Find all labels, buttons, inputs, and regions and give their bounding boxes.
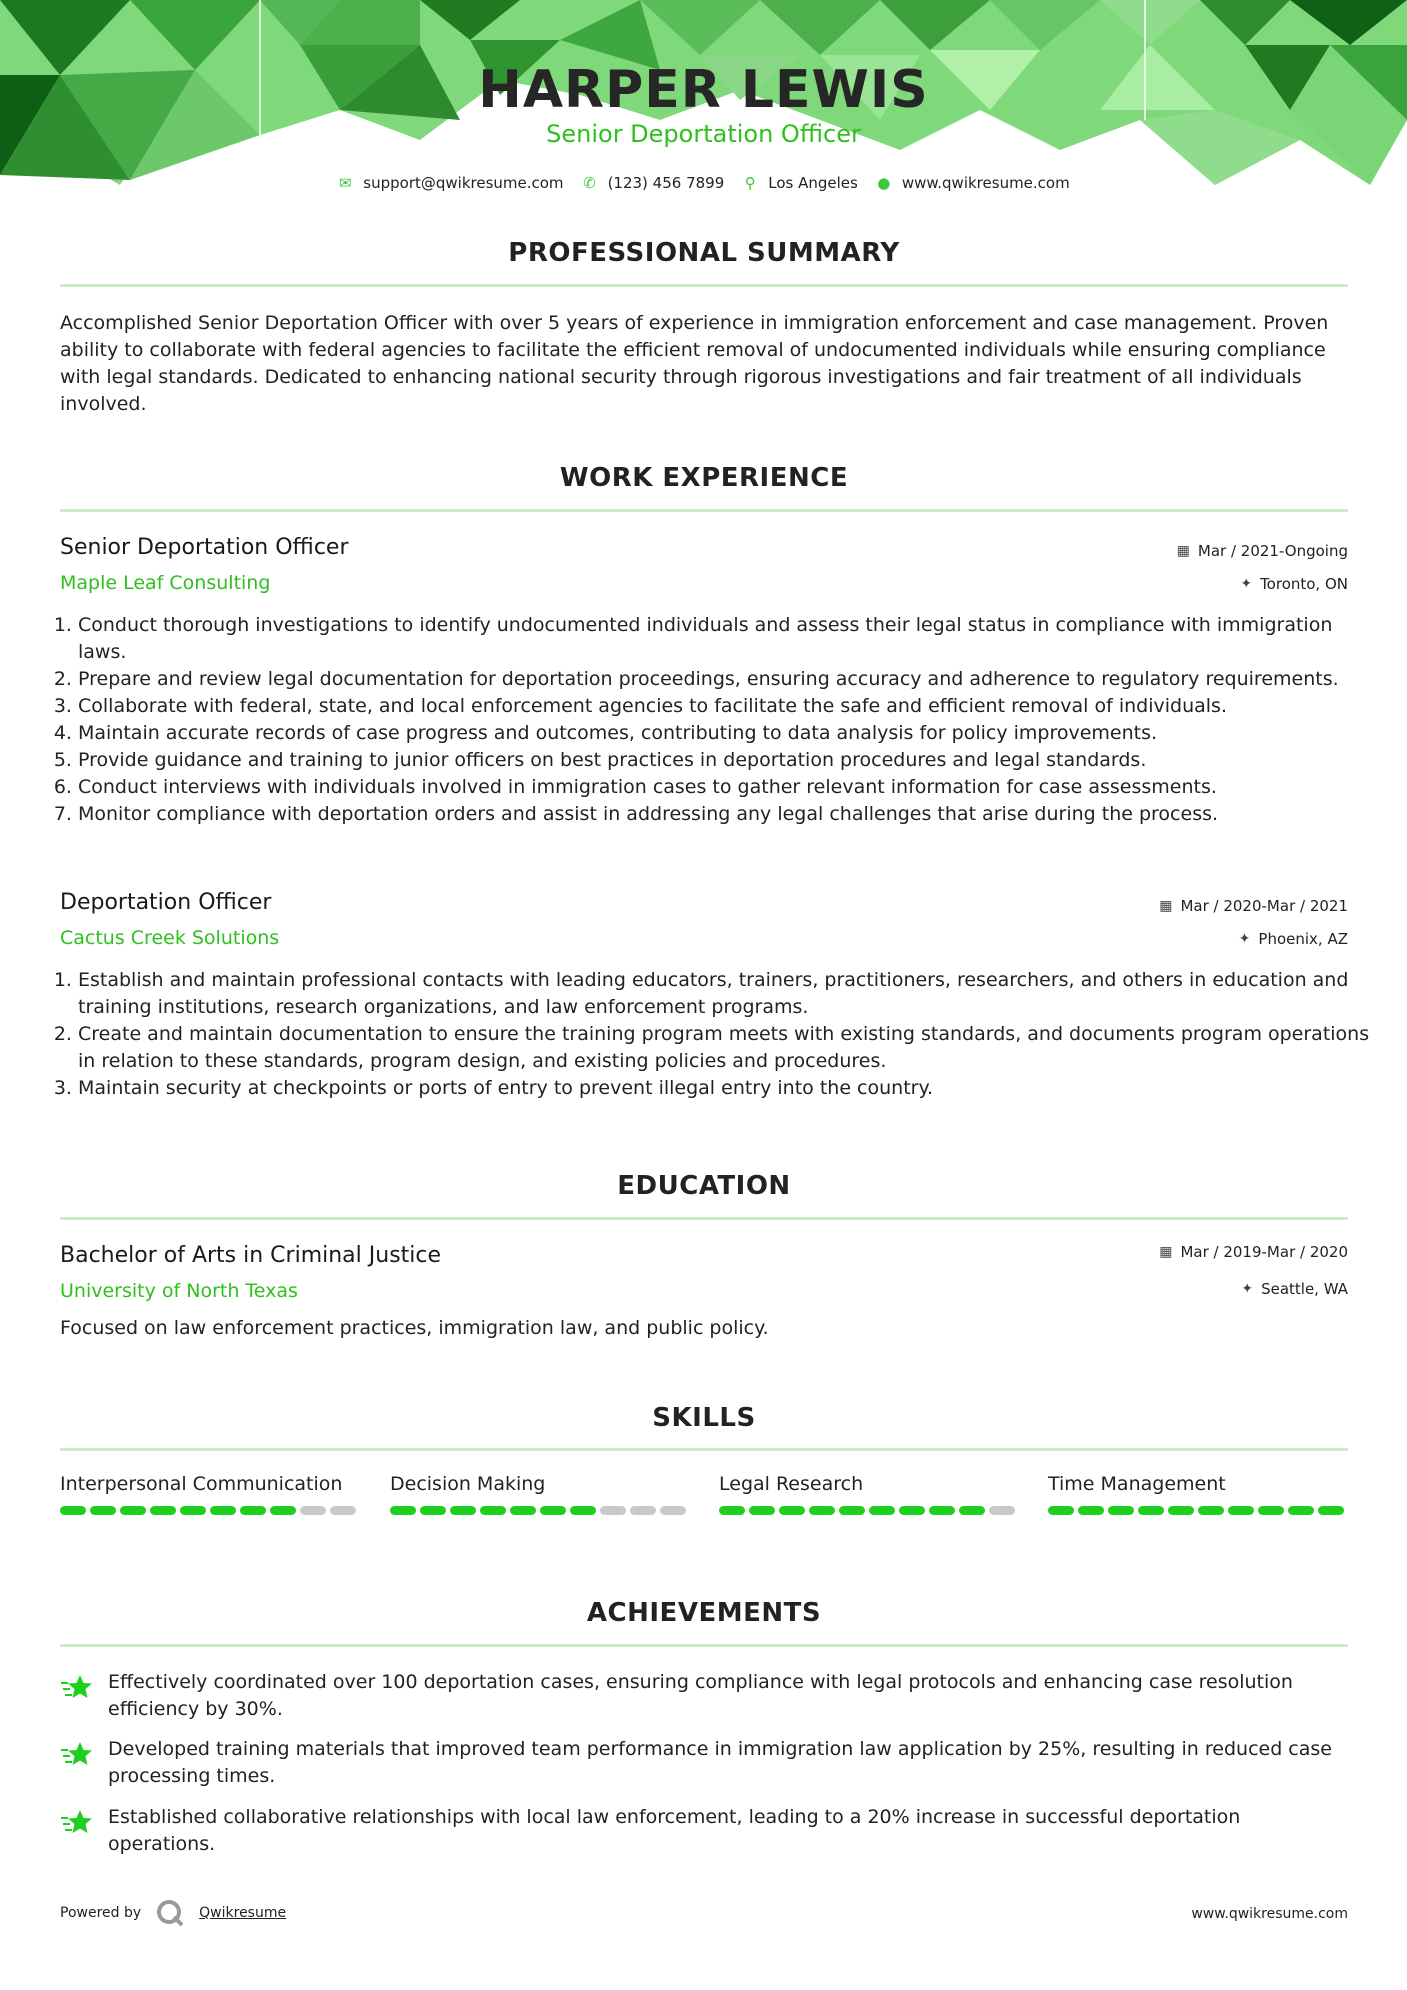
pin-icon: ✦ [1240, 576, 1253, 592]
skill-meter [60, 1506, 360, 1515]
achievements-heading: ACHIEVEMENTS [586, 1598, 822, 1628]
footer-brand-link[interactable]: Qwikresume [199, 1905, 287, 1921]
education-location-text: Seattle, WA [1261, 1280, 1348, 1298]
job-title: Senior Deportation Officer [60, 535, 349, 560]
summary-text: Accomplished Senior Deportation Officer with over 5 years of experience in immigration enforcement and case management. Proven ability to collaborate with federal agencies to facilitate the efficient removal of undocumented individuals while ensuring compliance with legal standards. Dedicated to enhancing national security through rigorous investigations and fair treatment of all individuals involved. [60, 312, 1329, 415]
skill-segment-filled [510, 1506, 536, 1515]
skill-item [390, 1471, 690, 1515]
skill-segment-filled [719, 1506, 745, 1515]
skill-segment-filled [240, 1506, 266, 1515]
skill-segment-filled [1258, 1506, 1284, 1515]
calendar-icon: ▦ [1176, 543, 1190, 559]
skill-segment-empty [989, 1506, 1015, 1515]
list-item: 2. Create and maintain documentation to ensure the training program meets with existing standards, and documents program operations in relation to these standards, program design, and existing policies and procedures. [78, 1021, 1378, 1075]
skill-meter [390, 1506, 690, 1515]
skill-segment-filled [120, 1506, 146, 1515]
skill-segment-filled [1078, 1506, 1104, 1515]
skill-segment-filled [390, 1506, 416, 1515]
summary-rule [60, 284, 1348, 287]
contact-website-text: www.qwikresume.com [901, 174, 1070, 192]
skill-name: Decision Making [390, 1473, 546, 1495]
globe-icon: ● [877, 174, 891, 192]
achievement-item [60, 1669, 1350, 1723]
education-dates [1159, 1243, 1348, 1261]
skill-segment-filled [210, 1506, 236, 1515]
contact-website[interactable] [876, 174, 1070, 192]
candidate-role: Senior Deportation Officer [546, 120, 861, 148]
skill-segment-filled [1168, 1506, 1194, 1515]
job-location-text: Phoenix, AZ [1258, 930, 1348, 948]
education-dates-text: Mar / 2019-Mar / 2020 [1180, 1243, 1348, 1261]
skill-name: Legal Research [719, 1473, 864, 1495]
skill-segment-filled [749, 1506, 775, 1515]
skill-segment-filled [869, 1506, 895, 1515]
contact-phone[interactable] [582, 174, 725, 192]
skill-item [719, 1471, 1019, 1515]
skill-segment-filled [60, 1506, 86, 1515]
contact-row [0, 174, 1407, 192]
job-company: Cactus Creek Solutions [60, 927, 280, 949]
achievements-rule [60, 1644, 1348, 1647]
achievement-text: Established collaborative relationships with local law enforcement, leading to a 20% increase in successful deportation operations. [108, 1806, 1241, 1855]
skill-segment-filled [959, 1506, 985, 1515]
skill-segment-filled [929, 1506, 955, 1515]
education-rule [60, 1217, 1348, 1220]
job-dates [1177, 542, 1348, 560]
contact-location [742, 174, 858, 192]
contact-location-text: Los Angeles [768, 174, 858, 192]
achievement-text: Effectively coordinated over 100 deportation cases, ensuring compliance with legal protocols and enhancing case resolution efficiency by 30%. [108, 1671, 1293, 1720]
contact-email-text: support@qwikresume.com [363, 174, 564, 192]
job-dates-text: Mar / 2020-Mar / 2021 [1180, 897, 1348, 915]
skill-segment-filled [809, 1506, 835, 1515]
summary-heading: PROFESSIONAL SUMMARY [508, 238, 900, 268]
skill-segment-filled [270, 1506, 296, 1515]
job-title: Deportation Officer [60, 890, 272, 915]
skill-segment-empty [630, 1506, 656, 1515]
list-item: 3. Collaborate with federal, state, and local enforcement agencies to facilitate the safe and efficient removal of individuals. [78, 693, 1378, 720]
candidate-name: HARPER LEWIS [478, 60, 929, 120]
list-item: 2. Prepare and review legal documentation for deportation proceedings, ensuring accuracy and adherence to regulatory requirements. [78, 666, 1378, 693]
list-item: 4. Maintain accurate records of case progress and outcomes, contributing to data analysis for policy improvements. [78, 720, 1378, 747]
degree-title: Bachelor of Arts in Criminal Justice [60, 1243, 442, 1268]
job-dates-text: Mar / 2021-Ongoing [1197, 542, 1348, 560]
job-location [1239, 930, 1348, 948]
phone-icon: ✆ [583, 174, 596, 192]
skill-segment-filled [1228, 1506, 1254, 1515]
job-dates [1159, 897, 1348, 915]
skill-item [1048, 1471, 1348, 1515]
job-bullets [53, 967, 1378, 1102]
skill-segment-filled [1318, 1506, 1344, 1515]
calendar-icon: ▦ [1159, 898, 1173, 914]
star-icon [60, 1673, 94, 1701]
skill-name: Time Management [1048, 1473, 1226, 1495]
list-item: 5. Provide guidance and training to junior officers on best practices in deportation procedures and legal standards. [78, 747, 1378, 774]
pin-icon: ✦ [1241, 1281, 1254, 1297]
skill-segment-filled [150, 1506, 176, 1515]
skill-segment-filled [1198, 1506, 1224, 1515]
skill-segment-filled [450, 1506, 476, 1515]
footer-url[interactable]: www.qwikresume.com [1191, 1906, 1348, 1922]
list-item: 3. Maintain security at checkpoints or ports of entry to prevent illegal entry into the country. [78, 1075, 1378, 1102]
map-marker-icon: ⚲ [744, 174, 756, 192]
skill-segment-filled [899, 1506, 925, 1515]
skill-segment-filled [540, 1506, 566, 1515]
skill-segment-filled [1108, 1506, 1134, 1515]
education-description: Focused on law enforcement practices, immigration law, and public policy. [60, 1317, 769, 1339]
skill-segment-filled [480, 1506, 506, 1515]
list-item: 1. Establish and maintain professional contacts with leading educators, trainers, practitioners, researchers, and others in education and training institutions, research organizations, and law enforcement programs. [78, 967, 1378, 1021]
skill-segment-filled [570, 1506, 596, 1515]
job-location [1240, 575, 1348, 593]
school-name: University of North Texas [60, 1280, 298, 1302]
skills-rule [60, 1448, 1348, 1451]
experience-rule [60, 509, 1348, 512]
footer-powered-by [60, 1898, 286, 1928]
skills-heading: SKILLS [652, 1403, 756, 1433]
skill-segment-empty [300, 1506, 326, 1515]
skill-segment-filled [1048, 1506, 1074, 1515]
job-bullets [53, 612, 1378, 828]
calendar-icon: ▦ [1159, 1244, 1173, 1260]
powered-by-label: Powered by [60, 1905, 142, 1921]
skill-segment-filled [1288, 1506, 1314, 1515]
star-icon [60, 1740, 94, 1768]
contact-email[interactable] [337, 174, 563, 192]
skill-item [60, 1471, 360, 1515]
skill-segment-filled [420, 1506, 446, 1515]
skill-segment-empty [600, 1506, 626, 1515]
achievement-item [60, 1804, 1350, 1858]
skill-segment-empty [330, 1506, 356, 1515]
skill-segment-filled [839, 1506, 865, 1515]
skill-meter [1048, 1506, 1348, 1515]
education-heading: EDUCATION [617, 1171, 791, 1201]
education-location [1241, 1280, 1348, 1298]
skill-segment-filled [1138, 1506, 1164, 1515]
skill-segment-filled [90, 1506, 116, 1515]
pin-icon: ✦ [1238, 931, 1251, 947]
star-icon [60, 1808, 94, 1836]
skill-name: Interpersonal Communication [60, 1473, 343, 1495]
job-company: Maple Leaf Consulting [60, 572, 271, 594]
skill-segment-filled [779, 1506, 805, 1515]
skill-segment-empty [660, 1506, 686, 1515]
job-location-text: Toronto, ON [1260, 575, 1348, 593]
skill-segment-filled [180, 1506, 206, 1515]
skill-meter [719, 1506, 1019, 1515]
envelope-icon: ✉ [338, 174, 352, 192]
achievement-text: Developed training materials that improved team performance in immigration law application by 25%, resulting in reduced case processing times. [108, 1738, 1332, 1787]
list-item: 1. Conduct thorough investigations to identify undocumented individuals and assess their legal status in compliance with immigration laws. [78, 612, 1378, 666]
list-item: 6. Conduct interviews with individuals involved in immigration cases to gather relevant information for case assessments. [78, 774, 1378, 801]
achievement-item [60, 1736, 1350, 1790]
experience-heading: WORK EXPERIENCE [559, 463, 849, 493]
qwikresume-logo-icon [155, 1898, 185, 1928]
list-item: 7. Monitor compliance with deportation orders and assist in addressing any legal challenges that arise during the process. [78, 801, 1378, 828]
contact-phone-text: (123) 456 7899 [607, 174, 725, 192]
